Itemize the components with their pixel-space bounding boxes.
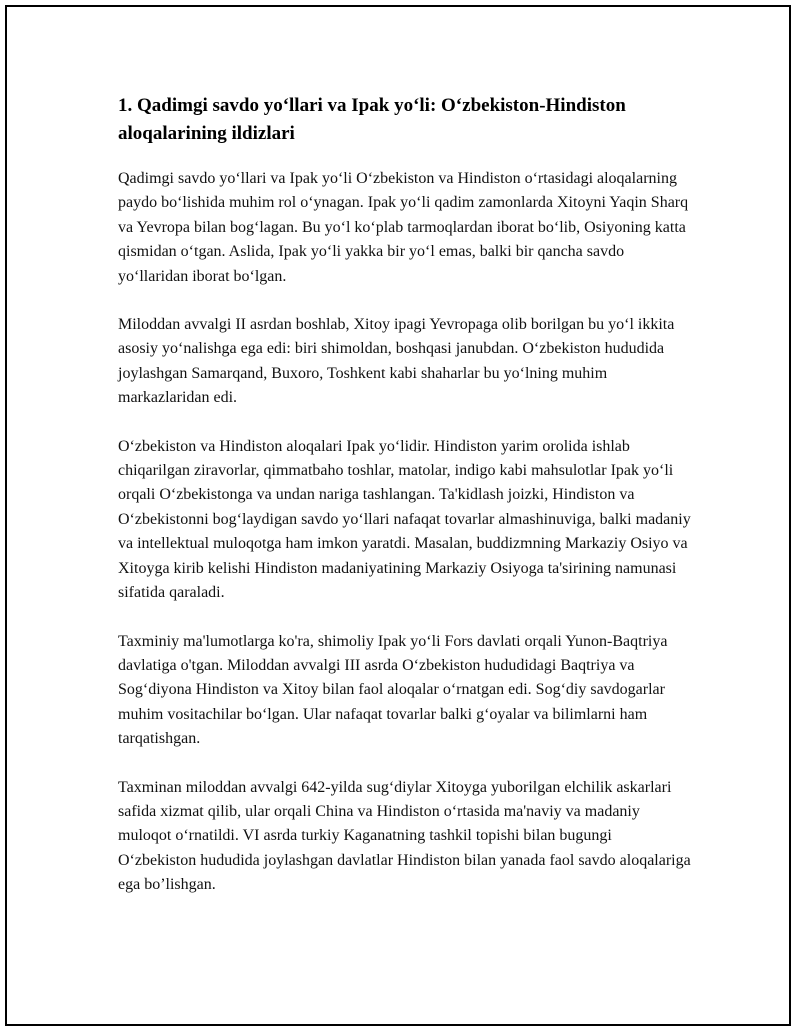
paragraph-5: Taxminan miloddan avvalgi 642-yilda sug‘diylar Xitoyga yuborilgan elchilik askarlari safida xizmat qilib, ular orqali China va Hindiston o‘rtasida ma'naviy va madaniy muloqot o‘rnatildi. VI asrda turkiy Kaganatning tashkil topishi bilan bugungi O‘zbekiston hududida joylashgan davlatlar Hindiston bilan yanada faol savdo aloqalariga ega bo’lishgan. — [118, 778, 691, 894]
paragraph-3: O‘zbekiston va Hindiston aloqalari Ipak yo‘lidir. Hindiston yarim orolida ishlab chiqarilgan ziravorlar, qimmatbaho toshlar, matolar, indigo kabi mahsulotlar Ipak yo‘li orqali O‘zbekistonga va undan nariga tashlangan. Ta'kidlash joizki, Hindiston va O‘zbekistonni bog‘laydigan savdo yo‘llari nafaqat tovarlar almashinuviga, balki madaniy va intellektual muloqotga ham imkon yaratdi. Masalan, buddizmning Markaziy Osiyo va Xitoyga kirib kelishi Hindiston madaniyatining Markaziy Osiyoga ta'sirining namunasi sifatida qaraladi. — [118, 437, 691, 602]
paragraph-2: Miloddan avvalgi II asrdan boshlab, Xitoy ipagi Yevropaga olib borilgan bu yo‘l ikkita asosiy yo‘nalishga ega edi: biri shimoldan, boshqasi janubdan. O‘zbekiston hududida joylashgan Samarqand, Buxoro, Toshkent kabi shaharlar bu yo‘lning muhim markazlaridan edi. — [118, 316, 675, 407]
paragraph-4: Taxminiy ma'lumotlarga ko'ra, shimoliy Ipak yo‘li Fors davlati orqali Yunon-Baqtriya davlatiga o'tgan. Miloddan avvalgi III asrda O‘zbekiston hududidagi Baqtriya va Sog‘diyona Hindiston va Xitoy bilan faol aloqalar o‘rnatgan edi. Sog‘diy savdogarlar muhim vositachilar bo‘lgan. Ular nafaqat tovarlar balki g‘oyalar va bilimlarni ham tarqatishgan. — [118, 632, 668, 748]
document-body — [118, 92, 693, 922]
section-heading: 1. Qadimgi savdo yo‘llari va Ipak yo‘li: O‘zbekiston-Hindiston aloqalarining ildizlari — [118, 95, 626, 144]
paragraph-1: Qadimgi savdo yo‘llari va Ipak yo‘li O‘zbekiston va Hindiston o‘rtasidagi aloqalarning paydo bo‘lishida muhim rol o‘ynagan. Ipak yo‘li qadim zamonlarda Xitoyni Yaqin Sharq va Yevropa bilan bog‘lagan. Bu yo‘l ko‘plab tarmoqlardan iborat bo‘lib, Osiyoning katta qismidan o‘tgan. Aslida, Ipak yo‘li yakka bir yo‘l emas, balki bir qancha savdo yo‘llaridan iborat bo‘lgan. — [118, 170, 689, 285]
